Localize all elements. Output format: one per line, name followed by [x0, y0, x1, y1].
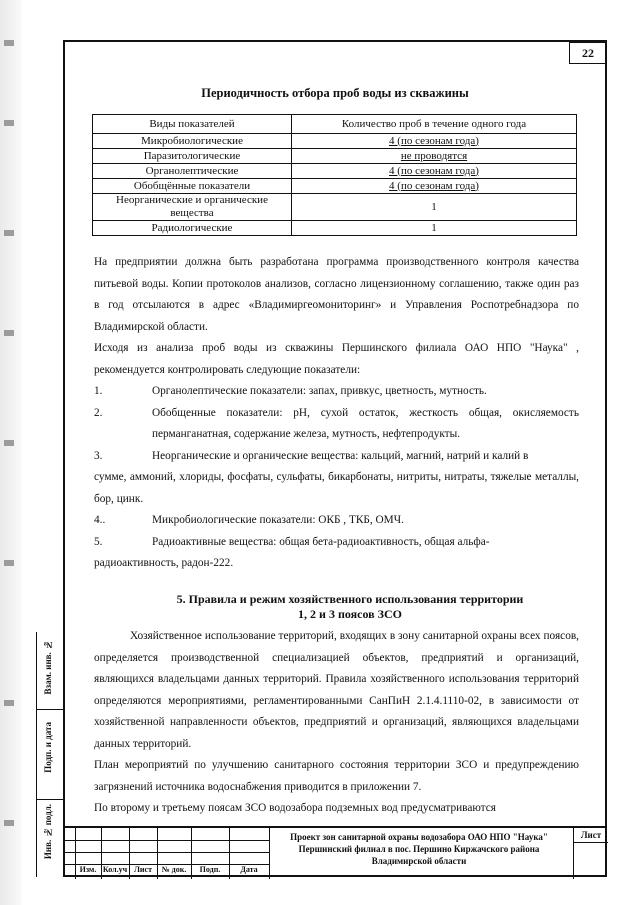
list-item-text: Неорганические и органические вещества: кальций, магний, натрий и калий в [152, 449, 529, 462]
scan-mark [4, 700, 14, 706]
project-title-line1: Проект зон санитарной охраны водозабора ОАО НПО "Наука" [290, 832, 548, 842]
row-indicator: Микробиологические [93, 134, 292, 149]
row-count: не проводятся [292, 149, 577, 164]
row-count: 4 (по сезонам года) [292, 179, 577, 194]
list-item-number: 3. [94, 449, 103, 462]
row-count: 4 (по сезонам года) [292, 134, 577, 149]
project-title-line3: Владимирской области [371, 856, 467, 866]
row-indicator: Радиологические [93, 221, 292, 236]
list-item-number: 1. [94, 385, 103, 397]
list-item-continuation: радиоактивность, радон-222. [94, 557, 234, 569]
scan-mark [4, 120, 14, 126]
row-count: 1 [292, 221, 577, 236]
paragraph-recommendation: Исходя из анализа проб воды из скважины Першинского филиала ОАО НПО "Наука" , рекомендуется контролировать следующие показатели: [94, 342, 579, 376]
list-item-continuation: сумме, аммоний, хлориды, фосфаты, сульфаты, бикарбонаты, нитриты, нитраты, тяжелые металлы, бор, цинк. [94, 471, 579, 505]
stamp-col-ndok: № док. [161, 865, 187, 874]
stamp-col-izm: Изм. [79, 865, 97, 874]
side-cell-inv [37, 800, 64, 877]
list-item-number: 5. [94, 535, 103, 548]
header-sample-count: Количество проб в течение одного года [292, 115, 577, 134]
section-heading-line2: 1, 2 и 3 поясов ЗСО [298, 607, 402, 621]
paragraph-land-use: Хозяйственное использование территорий, входящих в зону санитарной охраны всех поясов, определяется производственной специализацией объектов, предприятий и организаций, являющихся владельцами данных территорий. Правила хозяйственного использования территорий определяются мероприятиями, регламентированными СанПиН 2.1.4.1110-02, в зависимости от хозяйственной направленности объектов, предприятий и организаций, являющихся владельцами данных территорий. [94, 630, 579, 750]
scan-mark [4, 820, 14, 826]
table-row [93, 221, 577, 236]
stamp-col-data: Дата [240, 865, 258, 874]
side-label-inv: Инв. № подл. [43, 804, 53, 860]
list-item [94, 532, 579, 554]
title-block-grid [63, 828, 269, 879]
row-indicator: Органолептические [93, 164, 292, 179]
section-body [94, 626, 579, 820]
scan-edge [0, 0, 22, 905]
list-item [94, 381, 579, 403]
list-item [94, 510, 579, 532]
list-item-text: Обобщенные показатели: pH, сухой остаток, жесткость общая, окисляемость перманганатная, содержание железа, мутность, нефтепродукты. [152, 406, 579, 440]
table-row [93, 194, 577, 221]
table-row [93, 134, 577, 149]
header-indicator-type: Виды показателей [93, 115, 292, 134]
list-item-number: 2. [94, 406, 103, 419]
sampling-table [92, 114, 577, 236]
side-cell-vzam [37, 632, 64, 710]
stamp-col-list: Лист [133, 865, 153, 874]
paragraph-zones: По второму и третьему поясам ЗСО водозабора подземных вод предусматриваются [94, 802, 496, 814]
section-heading-line1: 5. Правила и режим хозяйственного использования территории [176, 592, 524, 606]
table-title: Периодичность отбора проб воды из скважины [201, 86, 469, 100]
body-text [94, 252, 579, 575]
paragraph-program: На предприятии должна быть разработана программа производственного контроля качества питьевой воды. Копии протоколов анализов, согласно лицензионному соглашению, также один раз в год отсылаются в адрес «Владимиргеомониторинг» и Управления Роспотребнадзора по Владимирской области. [94, 256, 579, 333]
scan-mark [4, 330, 14, 336]
row-indicator: Паразитологические [93, 149, 292, 164]
row-count: 4 (по сезонам года) [292, 164, 577, 179]
side-label-podp: Подп. и дата [43, 722, 53, 773]
stamp-col-podp: Подп. [199, 865, 221, 874]
table-row [93, 149, 577, 164]
row-indicator: Неорганические и органические вещества [93, 194, 292, 221]
page-number: 22 [569, 42, 607, 64]
stamp-col-koluch: Кол.уч [102, 865, 128, 874]
list-item [94, 446, 579, 468]
scan-mark [4, 440, 14, 446]
list-item-text: Радиоактивные вещества: общая бета-радиоактивность, общая альфа- [152, 535, 490, 548]
row-count: 1 [292, 194, 577, 221]
row-indicator: Обобщённые показатели [93, 179, 292, 194]
project-title [273, 831, 565, 867]
table-row [93, 179, 577, 194]
scan-mark [4, 560, 14, 566]
sheet-label: Лист [574, 830, 608, 843]
side-label-vzam: Взам. инв. № [43, 640, 53, 695]
list-item-text: Микробиологические показатели: ОКБ , ТКБ, ОМЧ. [152, 514, 404, 526]
section-heading [150, 592, 550, 622]
scan-mark [4, 230, 14, 236]
paragraph-plan: План мероприятий по улучшению санитарного состояния территории ЗСО и предупреждению загрязнений источника водоснабжения приводится в приложении 7. [94, 759, 579, 793]
table-header-row [93, 115, 577, 134]
project-title-line2: Першинский филиал в пос. Першино Киржачского района [298, 844, 540, 854]
table-row [93, 164, 577, 179]
sheet-box [573, 828, 608, 879]
side-stamp [36, 632, 64, 877]
title-block [63, 826, 607, 879]
list-item-text: Органолептические показатели: запах, привкус, цветность, мутность. [152, 385, 487, 397]
scan-mark [4, 40, 14, 46]
list-item [94, 403, 579, 446]
list-item-number: 4.. [94, 514, 106, 526]
side-cell-podp [37, 710, 64, 800]
